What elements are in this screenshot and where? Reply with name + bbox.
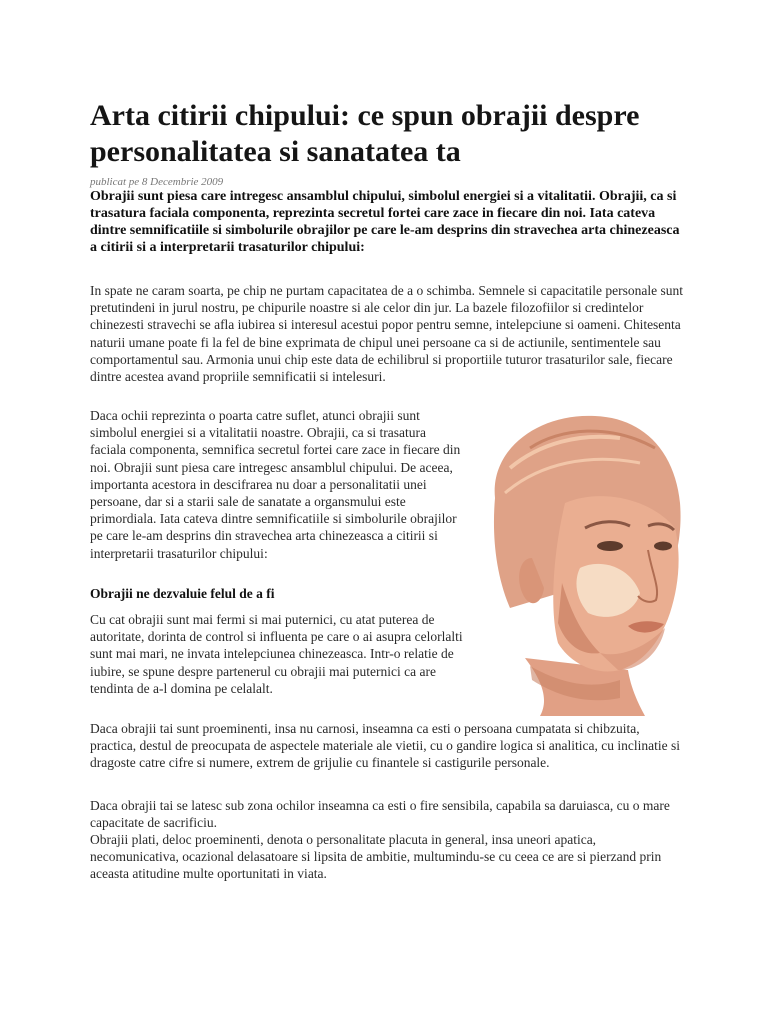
paragraph-prominent-cheeks: Daca obrajii tai sunt proeminenti, insa nu carnosi, inseamna ca esti o persoana cumpatata si chibzuita, practica, destul de preocupata de aspectele materiale ale vietii, cu o gandire logica si analitica, cu inclinatie si dragoste catre cifre si numere, extrem de grijulie cu finantele si castigurile personale. [90, 721, 680, 771]
paragraph-firm-cheeks: Cu cat obrajii sunt mai fermi si mai puternici, cu atat puterea de autoritate, dorinta de control si influenta pe care o ai asupra celorlalti sunt mai mari, ne invata intelepciunea chinezeasca. Intr-o relatie de iubire, se spune despre partenerul cu obrajii mai puternici ca are tendinta de a-l domina pe celalalt. [90, 612, 463, 696]
woman-face-illustration [470, 408, 685, 716]
paragraph-cheeks-energy: Daca ochii reprezinta o poarta catre suflet, atunci obrajii sunt simbolul energiei si a vitalitatii noastre. Obrajii, ca si trasatura faciala componenta, semnifica secretul fortei care zace in fiecare din noi. Obrajii sunt piesa care intregesc ansamblul chipului. De aceea, importanta acestora in descifrarea nu doar a personalitatii unei persoane, dar si a starii sale de sanatate a organsmului este primordiala. Iata cateva dintre semnificatiile si simbolurile obrajilor pe care le-am desprins din stravechea arta chinezeasca a citirii si interpretarii trasaturilor chipului: [90, 408, 461, 561]
paragraph-intro: In spate ne caram soarta, pe chip ne purtam capacitatea de a o schimba. Semnele si capacitatile personale sunt pretutindeni in jurul nostru, pe chipurile noastre si ale celor din jur. La bazele filozofiilor si credintelor chinezesti stravechi se afla iubirea si interesul acestui popor pentru semne, intelepciune si oameni. Chitesenta naturii umane poate fi la fel de bine exprimata de chipul unei persoane ca si de actiunile, sentimentele sau comportamentul sau. Armonia unui chip este data de echilibrul si proportiile tuturor trasaturilor sale, fiecare dintre acestea avand propriile semnificatii si intelesuri. [90, 283, 683, 385]
paragraph-flat-cheeks: Obrajii plati, deloc proeminenti, denota o personalitate placuta in general, insa uneori apatica, necomunicativa, ocazional delasatoare si lipsita de ambitie, multumindu-se cu ceea ce are si pierzand prin aceasta atitudine multe oportunitati in viata. [90, 832, 662, 882]
publish-date: publicat pe 8 Decembrie 2009 [90, 176, 224, 188]
article-title: Arta citirii chipului: ce spun obrajii despre personalitatea si sanatatea ta [90, 99, 640, 168]
lead-paragraph: Obrajii sunt piesa care intregesc ansamblul chipului, simbolul energiei si a vitalitatii. Obrajii, ca si trasatura faciala componenta, reprezinta secretul fortei care zace in fiecare din noi. Iata cateva dintre semnificatiile si simbolurile obrajilor pe care le-am desprins din stravechea arta chinezeasca a citirii si a interpretarii trasaturilor chipului: [90, 189, 680, 255]
paragraph-wide-cheeks: Daca obrajii tai se latesc sub zona ochilor inseamna ca esti o fire sensibila, capabila sa daruiasca, cu o mare capacitate de sacrificiu. [90, 798, 670, 831]
section-heading: Obrajii ne dezvaluie felul de a fi [90, 586, 275, 601]
